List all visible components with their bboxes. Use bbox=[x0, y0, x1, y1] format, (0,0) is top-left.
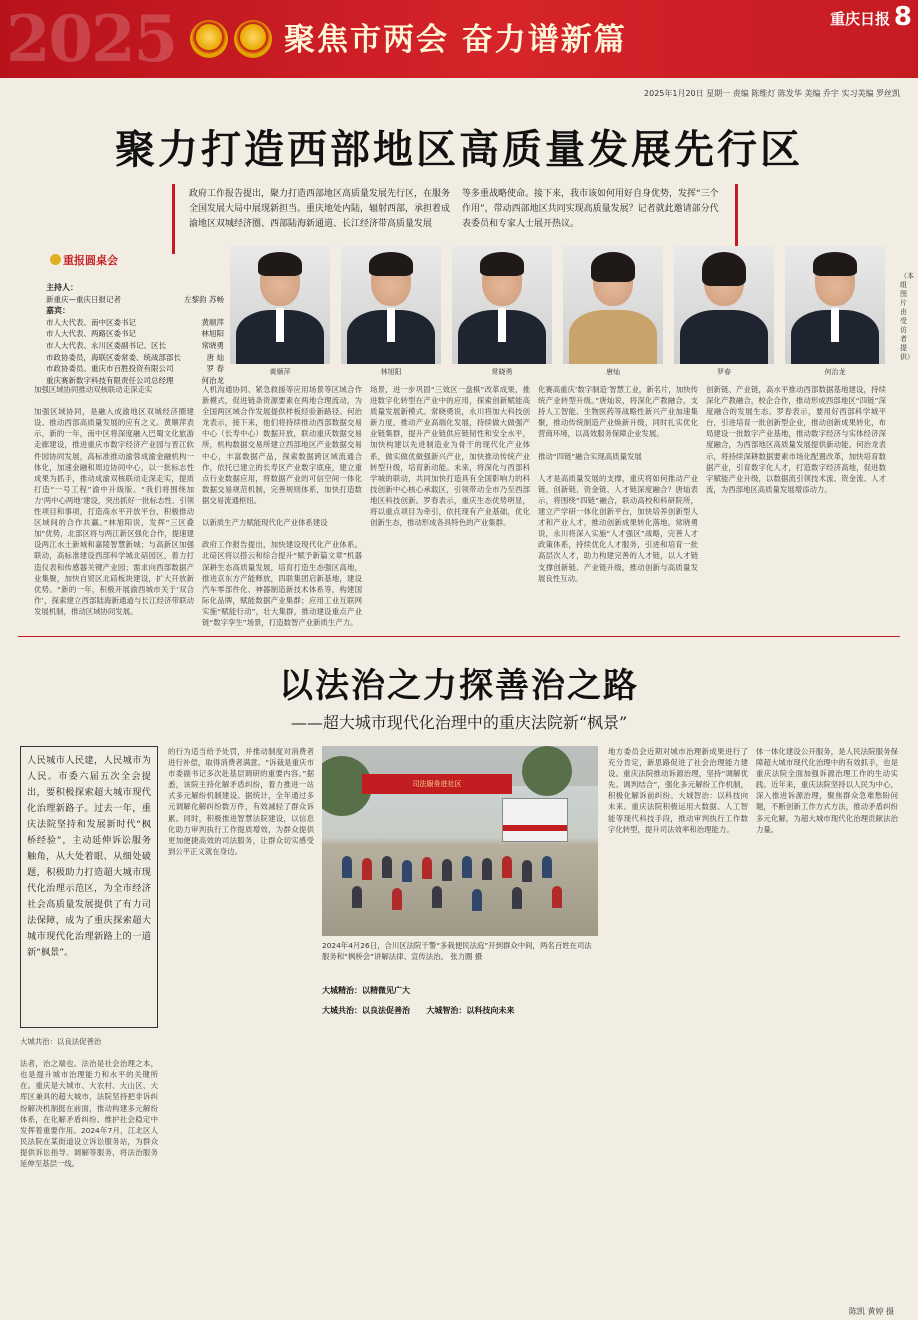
portrait-image bbox=[452, 246, 552, 364]
person-figure bbox=[382, 856, 392, 878]
article1-headline: 聚力打造西部地区高质量发展先行区 bbox=[115, 126, 803, 173]
article2-subheadline: ——超大城市现代化治理中的重庆法院新“枫景” bbox=[290, 713, 628, 732]
page-number: 8 bbox=[893, 2, 912, 32]
host-title: 新重庆—重庆日报记者 bbox=[46, 294, 121, 304]
person-figure bbox=[542, 856, 552, 878]
person-figure bbox=[352, 886, 362, 908]
portrait-image bbox=[563, 246, 663, 364]
service-vehicle bbox=[502, 798, 568, 842]
photo-banner: 司法服务进社区 bbox=[362, 774, 512, 794]
article-column: 场景，进一步巩固“三效区一盘棋”改革成果，推进数字化转型在产业中的应用，探索创新赋能高质量发展新模式。常晓勇说，永川将加大科技创新力度，推动产业高端化发展，持续做大做强产业链集群，提升产业链供应链韧性和安全水平，加快构建以先进制造业为骨干的现代化产业体系，做实做优做强新兴产业，加快推动传统产业转型升级，培育新动能。未来，将深化与西部科学城的联动，共同加快打造具有全国影响力的科技创新中心核心承载区，引领带动全市乃至西部地区科技创新。罗春表示，重庆生态优势明显，将以重点项目为牵引，依托现有产业基础，优化创新生态，推动形成各具特色的产业集群。 bbox=[370, 385, 530, 528]
section-divider bbox=[18, 636, 900, 637]
person-figure bbox=[552, 886, 562, 908]
masthead bbox=[0, 0, 918, 78]
guest-roster bbox=[46, 282, 224, 386]
event-photo bbox=[322, 746, 598, 936]
person-figure bbox=[482, 858, 492, 880]
section-subhead: 大城共治：以良法促善治 大城智治：以科技向未来 bbox=[322, 1006, 515, 1015]
host-row bbox=[46, 294, 224, 306]
intro-text-right: 等多重战略使命。接下来，我市该如何用好自身优势，发挥“三个作用”，带动西部地区共同实现高质量发展？记者就此邀请部分代表委员和专家人士展开热议。 bbox=[462, 189, 719, 229]
person-figure bbox=[512, 887, 522, 909]
guest-photo bbox=[563, 246, 663, 380]
host-names: 左黎韵 苏畅 bbox=[184, 294, 224, 304]
guest-photo bbox=[341, 246, 441, 380]
article-column: 地方委员会近期对城市治理新成果进行了充分肯定，新思路促进了社会治理能力建设。重庆法院推动诉源治理，坚持“调解优先、调判结合”，强化多元解纷工作机制，积极化解诉前纠纷。大城智治：以科技向未来。重庆法院积极运用大数据、人工智能等现代科技手段，推动审判执行工作数字化转型，提升司法效率和治理能力。 bbox=[608, 747, 748, 834]
article-column: 体一体化建设公开服务，是人民法院服务保障超大城市现代化治理中的有效抓手，也是重庆法院全面加强诉源治理工作的生动实践。近年来，重庆法院坚持以人民为中心，深入推进诉源治理，聚焦群众急难愁盼问题，不断创新工作方式方法，推动矛盾纠纷多元化解，为超大城市现代化治理贡献法治力量。 bbox=[756, 747, 898, 834]
person-figure bbox=[422, 857, 432, 879]
host-label: 主持人： bbox=[46, 283, 78, 292]
newspaper-name: 重庆日报 bbox=[829, 10, 890, 28]
national-emblem-icon bbox=[190, 20, 228, 58]
article-column: 人机沟通协同、紧急救援等应用场景等区域合作新模式，促进链条资源要素在两地合理流动，为全国两区域合作发展提供样板经验新路径。何治龙表示，接下来，他们将持续推动西部数据交易中心（长寿中心）数据开放，联动重庆数据交易所，机构数据交易所建立西部地区产业数据交易中心，丰富数据产品，探索数据跨区域流通合作，依托已建立的长寿区产业数字底座，建立重点行业数据应用，将数据产业的可信空间一体化数据交易规范机制，完善规则体系，加快打造数据交易流通枢纽。 以新质生产力赋能现代化产业体系建设 政府工作报告提出，加快建设现代化产业体系。北碚区将以搭云和综合提升“赋予新篇文章”机器深耕生态高质量发展，培育打造生态强区高地，推进京东方产能释放，四联集团启新基地，建设汽车零部件化、神器制造新技术体系等，构建国际化品牌，赋能数据产业集群；应用工业互联网实施“赋能行动”，壮大集群，推动建设重点产业链“数字孪生”场景，打造数智产业新质生产力。 bbox=[202, 385, 362, 627]
cppcc-emblem-icon bbox=[234, 20, 272, 58]
article2-lead-box bbox=[20, 746, 158, 1028]
person-figure bbox=[472, 889, 482, 911]
guest-row: 市政协委员、重庆市百胜投资有限公司 罗 春 bbox=[46, 364, 224, 374]
photo-caption: 林旭阳 bbox=[380, 368, 402, 376]
byline: 陈凯 黄婷 摄 bbox=[848, 1307, 894, 1316]
guest-photos bbox=[222, 246, 882, 380]
article1-intro bbox=[172, 184, 738, 254]
guest-row: 市政协委员，海联区委常委、统战部部长 唐 灿 bbox=[46, 352, 224, 362]
intro-text-left: 政府工作报告提出，聚力打造西部地区高质量发展先行区，在服务全国发展大局中展现新担当。重庆地处内陆，辐射西部，承担着成渝地区双城经济圈、西部陆海新通道、长江经济带高质量发展 bbox=[189, 189, 451, 229]
article-column: 化赛高重庆‘数字制造’智慧工业，新名片，加快传统产业转型升级。”唐灿说，将深化产教融合，支持人工智能、生物医药等战略性新兴产业加速集聚，推动传统制造产业焕新升级，同时扎实优化营商环境，以高效服务保障企业发展。 推动“四链”融合实现高质量发展 人才是高质量发展的支撑，重庆将如何推动产业链、创新链、资金链、人才链深度融合？唐灿表示，将围绕“四链”融合，联动高校和科研院所，建立产学研一体化创新平台，加快培养创新型人才和产业人才，推动创新成果转化落地。常晓勇说，永川将深入实施“人才强区”战略，完善人才政策体系，持续优化人才服务，引进和培育一批高层次人才，助力构建完善的人才链，以人才链支撑创新链、产业链升级，推动创新与高质量发展良性互动。 bbox=[538, 385, 698, 583]
person-figure bbox=[442, 859, 452, 881]
lead-text: 人民城市人民建，人民城市为人民。市委六届五次全会提出，要积极探索超大城市现代化治理新路子。过去一年，重庆法院坚持和发展新时代“枫桥经验”，主动延伸诉讼服务触角，从大处着眼、从细处破题，积极助力打造超大城市现代化治理示范区，为全市经济社会高质量发展提供了有力司法保障，成为了重庆探索超大城市现代化治理新路上的一道新“枫景”。 bbox=[27, 755, 151, 958]
photo-caption: 唐灿 bbox=[606, 368, 620, 376]
article2-headline: 以法治之力探善治之路 bbox=[279, 666, 639, 706]
guest-row: 市人大代表、永川区委副书记、区长 常晓勇 bbox=[46, 340, 224, 350]
masthead-year: 2025 bbox=[6, 2, 177, 77]
photo-credit-note: （本组图片由受访者提供） bbox=[900, 272, 914, 361]
photo-caption: 黄顺萍 bbox=[269, 368, 291, 376]
dateline: 2025年1月20日 星期一 责编 陈维灯 陈发华 美编 乔宇 实习美编 罗丝凯 bbox=[644, 89, 900, 98]
portrait-image bbox=[674, 246, 774, 364]
person-figure bbox=[392, 888, 402, 910]
guest-row: 重庆赛新数字科技有限责任公司总经理 何治龙 bbox=[46, 375, 224, 385]
article-column: 大城共治：以良法促善治 法者，治之端也。法治是社会治理之本，也是提升城市治理能力和水平的关键所在。重庆是大城市、大农村、大山区、大库区兼具的超大城市，法院坚持把非诉纠纷解决机制挺在前面，推动构建多元解纷体系，在化解矛盾纠纷、维护社会稳定中发挥着重要作用。2024年7月，江北区人民法院在某街道设立诉讼服务站，为群众提供诉讼指导、调解等服务，将法治服务延伸至基层一线。 bbox=[20, 1037, 158, 1169]
guest-photo bbox=[230, 246, 330, 380]
photo-caption: 罗春 bbox=[717, 368, 731, 376]
article-column: 加强区域协同推动双核联动走深走实 加强区域协同，是融入成渝地区双城经济圈建设、推动西部高质量发展的应有之义。黄顺萍表示，新的一年，南中区将深度融入巴蜀文化旅游走廊建设，推进重庆市数字经济产业园与晋江软件园协同发展，高标准推动渝蓉成渝金融机构一体化，加速金融和周边协同中心，以一批标志性成果为抓手，推动成渝双核联动走深走实，提质打造“一号工程”渝中升级版。“我们将围绕加力‘两中心两地’建设，突出抓好一批标志性、引领性项目和事项，打造高水平开放平台，积极推动区域间的合作共赢。”林旭阳说，发挥“三区叠加”优势，北部区将与两江新区强化合作，提速建设两江水土新城和嘉陵智慧新城；与高新区加强联动，高标准建设西部科学城北碚园区，着力打造仪表和传感器关键产业园；需求向西部数据产业集聚，加快自贸区北碚板块建设，扩大开放新优势。“新的一年，积极开展渝西城市关于‘双合作’，探索建立西部陆海新通道与长江经济带联动发展机制，推动区域协同发展。 bbox=[34, 385, 194, 616]
roundtable-logo-icon bbox=[50, 254, 61, 265]
guest-photo bbox=[452, 246, 552, 380]
person-figure bbox=[362, 858, 372, 880]
guest-photo bbox=[674, 246, 774, 380]
portrait-image bbox=[785, 246, 885, 364]
article-column: 的行为适当给予处罚，并推动制度对消费者进行补偿，取得消费者满意。“诉裁是重庆市市委副书记多次赴基层调研的重要内容。”据悉，该院主持化解矛盾纠纷，着力推进一站式多元解纷机制建设。据统计，全年通过多元调解化解纠纷数万件，有效减轻了群众诉累。同时，积极推进智慧法院建设，以信息化助力审判执行工作提质增效，为群众提供更加便捷高效的司法服务，让群众切实感受到公平正义就在身边。 bbox=[168, 747, 314, 856]
guest-row: 市人大代表、两路区委书记 林旭阳 bbox=[46, 329, 224, 339]
photo-caption: 常晓勇 bbox=[491, 368, 513, 376]
portrait-image bbox=[341, 246, 441, 364]
photo-caption: 何治龙 bbox=[824, 368, 846, 376]
masthead-title: 聚焦市两会 奋力谱新篇 bbox=[284, 22, 627, 58]
article-column: 创新链、产业链，高水平推动西部数据基地建设，持续深化产教融合，校企合作，推动形成西部地区“四链”深度融合的发展生态。罗春表示，要用好西部科学城平台，引进培育一批创新型企业，推动创新成果转化，布局建设一批数字产业基地，推动数字经济与实体经济深度融合，为西部地区高质量发展提供新动能。何治龙表示，将持续深耕数据要素市场化配置改革，加快培育数据产业，引育数字化人才，打造数字经济高地，促进数字赋能产业升级，以数据流引领技术流、资金流、人才流，为西部地区高质量发展增添动力。 bbox=[706, 385, 886, 494]
article1-body bbox=[0, 384, 918, 628]
guest-row: 市人大代表、南中区委书记 黄顺萍 bbox=[46, 317, 224, 327]
roundtable-label: 重报圆桌会 bbox=[50, 252, 118, 268]
person-figure bbox=[342, 856, 352, 878]
person-figure bbox=[502, 856, 512, 878]
guest-photo bbox=[785, 246, 885, 380]
section-subhead: 大城精治：以精微见广大 bbox=[322, 986, 410, 995]
person-figure bbox=[522, 860, 532, 882]
person-figure bbox=[432, 886, 442, 908]
photo-caption: 2024年4月26日，合川区法院干警“多栽便民法庭”开到群众中间，两名百姓在司法服务和“枫桥会”讲解法律、宣传法治。 张力圈 摄 bbox=[322, 941, 592, 961]
guests-label: 嘉宾： bbox=[46, 306, 70, 316]
portrait-image bbox=[230, 246, 330, 364]
person-figure bbox=[402, 860, 412, 882]
person-figure bbox=[462, 856, 472, 878]
